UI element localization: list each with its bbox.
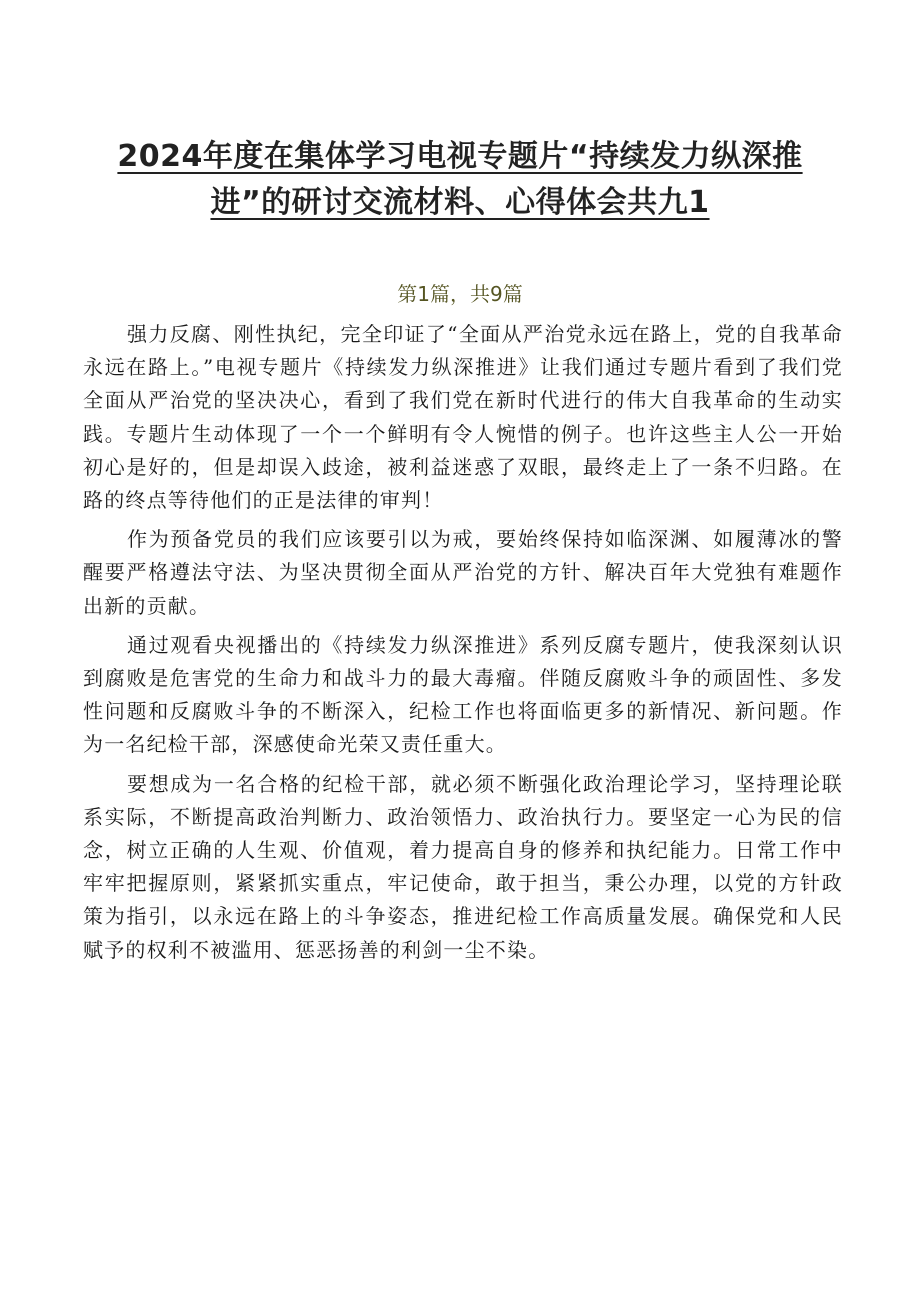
document-title-text: 2024年度在集体学习电视专题片“持续发力纵深推进”的研讨交流材料、心得体会共九1 bbox=[117, 139, 803, 220]
paragraph-2: 作为预备党员的我们应该要引以为戒，要始终保持如临深渊、如履薄冰的警醒要严格遵法守法、为坚决贯彻全面从严治党的方针、解决百年大党独有难题作出新的贡献。 bbox=[83, 527, 843, 618]
paragraph-1: 强力反腐、刚性执纪，完全印证了“全面从严治党永远在路上，党的自我革命永远在路上。”电视专题片《持续发力纵深推进》让我们通过专题片看到了我们党全面从严治党的坚决决心，看到了我们党在新时代进行的伟大自我革命的生动实践。专题片生动体现了一个一个鲜明有令人惋惜的例子。也许这些主人公一开始初心是好的，但是却误入歧途，被利益迷惑了双眼，最终走上了一条不归路。在路的终点等待他们的正是法律的审判！ bbox=[83, 322, 843, 513]
paragraph-4: 要想成为一名合格的纪检干部，就必须不断强化政治理论学习，坚持理论联系实际，不断提高政治判断力、政治领悟力、政治执行力。要坚定一心为民的信念，树立正确的人生观、价值观，着力提高自身的修养和执纪能力。日常工作中牢牢把握原则，紧紧抓实重点，牢记使命，敢于担当，秉公办理，以党的方针政策为指引，以永远在路上的斗争姿态，推进纪检工作高质量发展。确保党和人民赋予的权利不被滥用、惩恶扬善的利剑一尘不染。 bbox=[83, 771, 843, 962]
document-title bbox=[80, 134, 840, 226]
part-indicator: 第1篇，共9篇 bbox=[397, 282, 523, 306]
document-body bbox=[83, 318, 843, 973]
paragraph-3: 通过观看央视播出的《持续发力纵深推进》系列反腐专题片，使我深刻认识到腐败是危害党的生命力和战斗力的最大毒瘤。伴随反腐败斗争的顽固性、多发性问题和反腐败斗争的不断深入，纪检工作也将面临更多的新情况、新问题。作为一名纪检干部，深感使命光荣又责任重大。 bbox=[83, 632, 843, 757]
